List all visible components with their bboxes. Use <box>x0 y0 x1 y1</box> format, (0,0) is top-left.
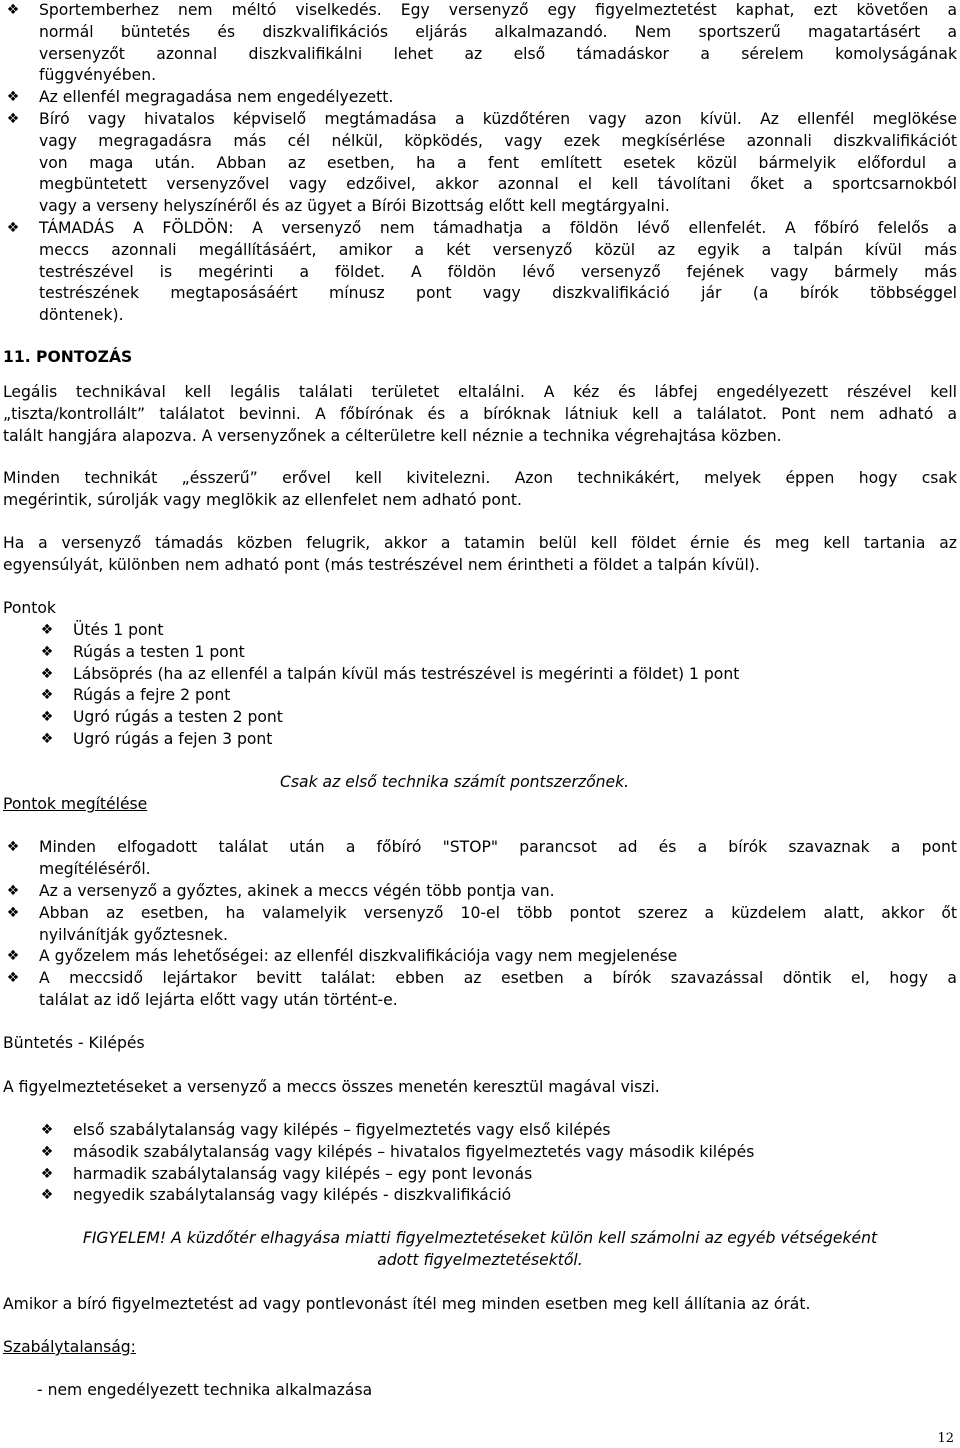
text-line: meccs azonnali megállításáért, amikor a két versenyző közül az egyik a talpán kívül más <box>39 240 957 259</box>
penalty-label: harmadik szabálytalanság vagy kilépés – egy pont levonás <box>73 1164 533 1183</box>
points-heading: Pontok <box>3 599 56 617</box>
text-line: Minden technikát „ésszerű” erővel kell kivitelezni. Azon technikákért, melyek éppen hogy csak <box>3 469 957 487</box>
text-line: A meccsidő lejártakor bevitt találat: ebben az esetben a bírók szavazással döntik el, hogy a <box>39 969 957 987</box>
diamond-bullet-icon: ❖ <box>40 643 54 660</box>
diamond-bullet-icon: ❖ <box>40 1187 54 1204</box>
text-line: Ha a versenyző támadás közben felugrik, akkor a tatamin belül kell földet érnie és meg kell tartania az <box>3 534 957 552</box>
diamond-bullet-icon: ❖ <box>6 883 20 899</box>
diamond-bullet-icon: ❖ <box>6 89 20 105</box>
paragraph-reasonable-force <box>3 468 957 512</box>
bullet-item-ground-attack <box>6 218 957 327</box>
text-line: egyensúlyát, különben nem adható pont (más testrészével nem érintheti a földet a talpán kívül). <box>3 555 760 574</box>
judging-item <box>6 881 957 903</box>
text-line: normál büntetés és diszkvalifikációs eljárás alkalmazandó. Nem sportszerű magatartásért a <box>39 22 957 41</box>
diamond-bullet-icon: ❖ <box>6 111 20 127</box>
diamond-bullet-icon: ❖ <box>40 730 54 747</box>
judging-heading: Pontok megítélése <box>3 795 148 813</box>
list-item <box>40 1164 957 1186</box>
irregular-heading: Szabálytalanság: <box>3 1338 136 1356</box>
list-item <box>40 707 957 729</box>
diamond-bullet-icon: ❖ <box>6 970 20 986</box>
penalty-intro: A figyelmeztetéseket a versenyző a meccs összes menetén keresztül magával viszi. <box>3 1078 660 1096</box>
page-number: 12 <box>937 1431 954 1446</box>
penalty-label: második szabálytalanság vagy kilépés – hivatalos figyelmeztetés vagy második kilépés <box>73 1142 755 1161</box>
text-line: von maga után. Abban az esetben, ha a fent említett esetek közül bármelyik előfordul a <box>39 153 957 172</box>
text-line: „tiszta/kontrollált” találatot bevinni. A főbírónak és a bíróknak látniuk kell a találatot. Pont nem adható a <box>3 404 957 423</box>
points-note: Csak az első technika számít pontszerzőnek. <box>280 773 630 791</box>
judging-item <box>6 903 957 947</box>
diamond-bullet-icon: ❖ <box>40 709 54 726</box>
judging-item <box>6 837 957 881</box>
section-heading: 11. PONTOZÁS <box>3 348 133 366</box>
text-line: találat az idő lejárta előtt vagy után történt-e. <box>39 990 398 1009</box>
list-item <box>40 642 957 664</box>
diamond-bullet-icon: ❖ <box>6 220 20 236</box>
paragraph-legal-technique <box>3 382 957 447</box>
bullet-item-conduct <box>6 0 957 87</box>
point-label: Rúgás a testen 1 pont <box>73 642 245 661</box>
bullet-item-referee-attack <box>6 109 957 218</box>
judging-item <box>6 968 957 1012</box>
diamond-bullet-icon: ❖ <box>40 622 54 638</box>
text-line: vagy megragadásra más cél nélkül, köpködés, vagy ezek megkísérlése azonnali diszkvalifikációt <box>39 131 957 150</box>
text-line: testrészével is megérinti a földet. A földön lévő versenyző fejének vagy bármely más <box>39 262 957 281</box>
diamond-bullet-icon: ❖ <box>40 1122 54 1138</box>
diamond-bullet-icon: ❖ <box>40 1165 54 1182</box>
text-line: függvényében. <box>39 66 157 85</box>
text-line: megérintik, súrolják vagy meglökik az ellenfelet nem adható pont. <box>3 490 522 509</box>
diamond-bullet-icon: ❖ <box>40 1143 54 1160</box>
points-list <box>40 620 957 751</box>
point-label: Ugró rúgás a testen 2 pont <box>73 708 283 727</box>
diamond-bullet-icon: ❖ <box>6 948 20 964</box>
text-line: talált hangjára alapozva. A versenyzőnek a célterületre kell néznie a technika végrehajtása közben. <box>3 426 782 445</box>
text-line: nyilvánítják győztesnek. <box>39 925 228 944</box>
judging-item <box>6 946 957 968</box>
text-line: Az a versenyző a győztes, akinek a meccs végén több pontja van. <box>39 882 555 900</box>
diamond-bullet-icon: ❖ <box>6 905 20 921</box>
diamond-bullet-icon: ❖ <box>6 839 20 855</box>
penalty-label: negyedik szabálytalanság vagy kilépés - diszkvalifikáció <box>73 1186 512 1205</box>
list-item <box>40 685 957 707</box>
point-label: Lábsöprés (ha az ellenfél a talpán kívül más testrészével is megérinti a földet) 1 pont <box>73 664 740 683</box>
warning-note <box>0 1228 960 1272</box>
diamond-bullet-icon: ❖ <box>6 2 20 18</box>
text-line: vagy a verseny helyszínéről és az ügyet a Bírói Bizottság előtt kell megtárgyalni. <box>39 197 670 216</box>
list-item <box>40 729 957 751</box>
text-line: megítéléséről. <box>39 859 151 878</box>
penalty-label: első szabálytalanság vagy kilépés – figyelmeztetés vagy első kilépés <box>73 1121 611 1139</box>
list-item <box>40 1120 957 1142</box>
diamond-bullet-icon: ❖ <box>40 665 54 682</box>
diamond-bullet-icon: ❖ <box>40 687 54 704</box>
irregular-item: - nem engedélyezett technika alkalmazása <box>37 1381 373 1399</box>
clock-note: Amikor a bíró figyelmeztetést ad vagy pontlevonást ítél meg minden esetben meg kell állítania az órát. <box>3 1295 811 1313</box>
list-item <box>40 620 957 642</box>
text-line: Legális technikával kell legális találati területet eltalálni. A kéz és lábfej engedélyezett részével kell <box>3 383 957 401</box>
text-line: versenyzőt azonnal diszkvalifikálni lehet az első támadáskor a sérelem komolyságának <box>39 44 957 63</box>
text-line: döntenek). <box>39 306 124 325</box>
text-line: Az ellenfél megragadása nem engedélyezett. <box>39 88 394 106</box>
paragraph-jump <box>3 533 957 577</box>
bullet-item-grab <box>6 87 957 109</box>
text-line: Abban az esetben, ha valamelyik versenyző 10-el több pontot szerez a küzdelem alatt, akkor őt <box>39 904 957 922</box>
text-line: FIGYELEM! A küzdőtér elhagyása miatti figyelmeztetéseket külön kell számolni az egyéb vétségeként <box>82 1229 878 1247</box>
list-item <box>40 1142 957 1164</box>
text-line: Bíró vagy hivatalos képviselő megtámadása a küzdőtéren vagy azon kívül. Az ellenfél meglökése <box>39 110 957 128</box>
text-line: TÁMADÁS A FÖLDÖN: A versenyző nem támadhatja a földön lévő ellenfelét. A főbíró felelős a <box>39 219 957 237</box>
point-label: Rúgás a fejre 2 pont <box>73 686 231 705</box>
text-line: megbüntetett versenyzővel vagy edzőivel, akkor azonnal el kell távolítani őket a sportcsarnokból <box>39 175 957 194</box>
text-line: testrészének megtaposásáért mínusz pont vagy diszkvalifikáció jár (a bírók többséggel <box>39 284 957 303</box>
list-item <box>40 664 957 686</box>
point-label: Ütés 1 pont <box>73 621 164 639</box>
text-line: Minden elfogadott találat után a főbíró "STOP" parancsot ad és a bírók szavaznak a pont <box>39 838 957 856</box>
text-line: Sportemberhez nem méltó viselkedés. Egy versenyző egy figyelmeztetést kaphat, ezt követően a <box>39 1 957 19</box>
text-line: adott figyelmeztetésektől. <box>377 1250 583 1269</box>
list-item <box>40 1185 957 1207</box>
text-line: A győzelem más lehetőségei: az ellenfél diszkvalifikációja vagy nem megjelenése <box>39 947 678 965</box>
penalty-heading: Büntetés - Kilépés <box>3 1034 145 1052</box>
point-label: Ugró rúgás a fejen 3 pont <box>73 729 273 748</box>
penalty-list <box>40 1120 957 1207</box>
